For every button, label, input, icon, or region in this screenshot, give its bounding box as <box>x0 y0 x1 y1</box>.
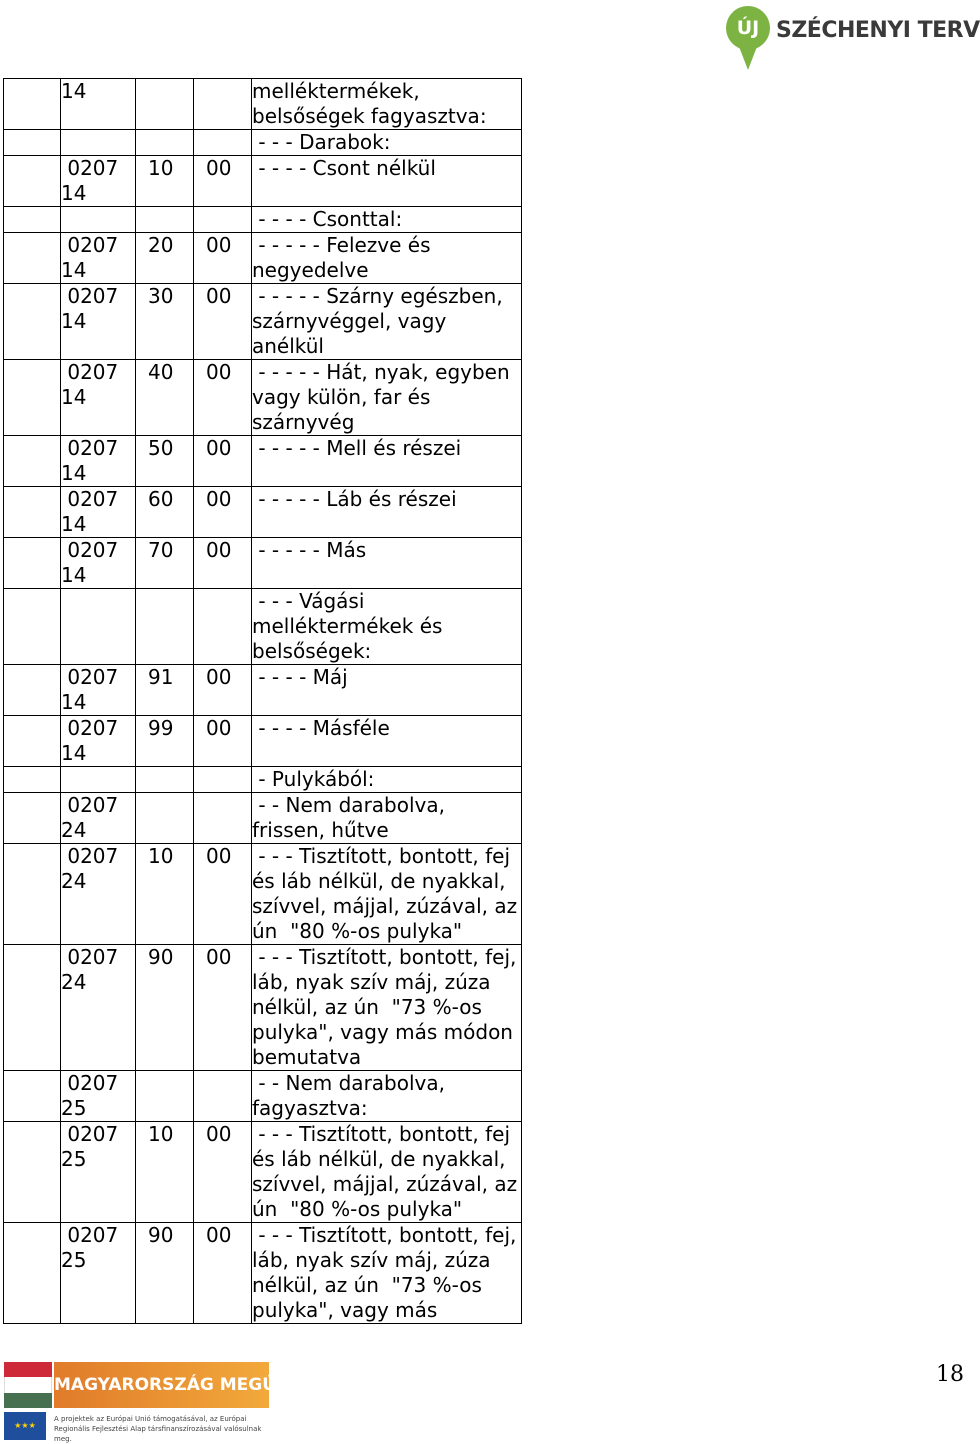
blank-cell <box>4 207 61 233</box>
footer-banner: MAGYARORSZÁG MEGÚJUL <box>54 1362 269 1408</box>
code-cell: 0207 14 <box>61 233 136 284</box>
blank-cell <box>4 487 61 538</box>
code-cell: 0207 24 <box>61 793 136 844</box>
subheading-cell <box>136 589 194 665</box>
table-row <box>4 207 522 233</box>
subheading-cell: 90 <box>136 945 194 1071</box>
subcode-cell: 00 <box>194 844 252 945</box>
code-cell: 0207 14 <box>61 538 136 589</box>
code-cell: 0207 14 <box>61 360 136 436</box>
description-cell: - - - - - Szárny egészben, szárnyvéggel, vagy anélkül <box>252 284 522 360</box>
table-row <box>4 487 522 538</box>
table-row <box>4 767 522 793</box>
table-row <box>4 716 522 767</box>
eu-flag-icon: ★★★ <box>4 1412 46 1440</box>
blank-cell <box>4 79 61 130</box>
table-row <box>4 360 522 436</box>
subheading-cell: 30 <box>136 284 194 360</box>
code-cell: 0207 14 <box>61 716 136 767</box>
code-cell <box>61 207 136 233</box>
table-row <box>4 156 522 207</box>
tariff-table-body <box>4 79 522 1324</box>
table-row <box>4 844 522 945</box>
description-cell: - - - Tisztított, bontott, fej és láb nélkül, de nyakkal, szívvel, májjal, zúzával, az ún "80 %-os pulyka" <box>252 1122 524 1221</box>
subcode-cell <box>194 793 252 844</box>
table-row <box>4 589 522 665</box>
description-cell: - - - - - Láb és részei <box>252 487 522 538</box>
subheading-cell: 40 <box>136 360 194 436</box>
description-cell: - - - - Csonttal: <box>252 207 522 233</box>
subheading-cell <box>136 793 194 844</box>
subheading-cell <box>136 79 194 130</box>
subcode-cell <box>194 589 252 665</box>
blank-cell <box>4 1223 61 1324</box>
code-cell: 0207 14 <box>61 156 136 207</box>
blank-cell <box>4 767 61 793</box>
subheading-cell <box>136 1071 194 1122</box>
table-row <box>4 665 522 716</box>
magyarorszag-megujul-logo <box>4 1362 307 1443</box>
subcode-cell: 00 <box>194 945 252 1071</box>
code-cell <box>61 767 136 793</box>
table-row <box>4 793 522 844</box>
description-cell: - - - - Csont nélkül <box>252 156 522 207</box>
code-cell: 14 <box>61 79 136 130</box>
description-cell: - - - - Máj <box>252 665 522 716</box>
subheading-cell: 70 <box>136 538 194 589</box>
subcode-cell: 00 <box>194 538 252 589</box>
blank-cell <box>4 589 61 665</box>
code-cell <box>61 130 136 156</box>
blank-cell <box>4 844 61 945</box>
code-cell: 0207 14 <box>61 436 136 487</box>
code-cell: 0207 25 <box>61 1122 136 1223</box>
blank-cell <box>4 945 61 1071</box>
subcode-cell <box>194 1071 252 1122</box>
subcode-cell: 00 <box>194 233 252 284</box>
szechenyi-terv-logo <box>722 4 980 74</box>
description-cell: - - - - - Hát, nyak, egyben vagy külön, far és szárnyvég <box>252 360 522 436</box>
description-cell: - - Nem darabolva, frissen, hűtve <box>252 793 522 844</box>
subheading-cell <box>136 767 194 793</box>
logo-pin-tip <box>738 44 758 70</box>
subcode-cell: 00 <box>194 716 252 767</box>
subcode-cell: 00 <box>194 1223 252 1324</box>
table-row <box>4 538 522 589</box>
description-cell: - Pulykából: <box>252 767 522 793</box>
code-cell: 0207 14 <box>61 665 136 716</box>
blank-cell <box>4 130 61 156</box>
description-cell: - - - Vágási melléktermékek és belsőségek: <box>252 589 522 665</box>
blank-cell <box>4 233 61 284</box>
subcode-cell <box>194 79 252 130</box>
blank-cell <box>4 538 61 589</box>
code-cell: 0207 25 <box>61 1071 136 1122</box>
description-cell: - - - - - Felezve és negyedelve <box>252 233 522 284</box>
code-cell: 0207 14 <box>61 487 136 538</box>
table-row <box>4 130 522 156</box>
table-row <box>4 436 522 487</box>
description-cell: - - - - - Más <box>252 538 522 589</box>
code-cell: 0207 14 <box>61 284 136 360</box>
blank-cell <box>4 156 61 207</box>
eu-funding-note: A projektek az Európai Unió támogatásával, az Európai Regionális Fejlesztési Alap társfinanszírozásával valósulnak meg. <box>54 1415 262 1443</box>
table-row <box>4 79 522 130</box>
blank-cell <box>4 284 61 360</box>
subcode-cell: 00 <box>194 436 252 487</box>
subcode-cell: 00 <box>194 487 252 538</box>
description-cell: - - Nem darabolva, fagyasztva: <box>252 1071 522 1122</box>
blank-cell <box>4 1071 61 1122</box>
blank-cell <box>4 1122 61 1223</box>
description-cell: melléktermékek, belsőségek fagyasztva: <box>252 79 522 130</box>
subcode-cell <box>194 767 252 793</box>
description-cell: - - - Tisztított, bontott, fej és láb nélkül, de nyakkal, szívvel, májjal, zúzával, az ún "80 %-os pulyka" <box>252 844 524 943</box>
subheading-cell <box>136 207 194 233</box>
subcode-cell: 00 <box>194 665 252 716</box>
subheading-cell: 50 <box>136 436 194 487</box>
description-cell: - - - - - Mell és részei <box>252 436 522 487</box>
description-cell: - - - Darabok: <box>252 130 522 156</box>
code-cell <box>61 589 136 665</box>
subheading-cell: 90 <box>136 1223 194 1324</box>
subheading-cell: 99 <box>136 716 194 767</box>
logo-pin-icon: ÚJ <box>726 6 770 50</box>
table-row <box>4 1223 522 1324</box>
table-row <box>4 284 522 360</box>
description-cell: - - - Tisztított, bontott, fej, láb, nyak szív máj, zúza nélkül, az ún "73 %-os pulyka", vagy más <box>252 1223 523 1322</box>
code-cell: 0207 24 <box>61 844 136 945</box>
blank-cell <box>4 716 61 767</box>
subcode-cell: 00 <box>194 156 252 207</box>
hungarian-flag-icon <box>4 1362 52 1408</box>
subheading-cell: 10 <box>136 844 194 945</box>
table-row <box>4 945 522 1071</box>
table-row <box>4 1071 522 1122</box>
logo-text: SZÉCHENYI TERV <box>776 18 980 43</box>
subheading-cell: 91 <box>136 665 194 716</box>
subheading-cell: 60 <box>136 487 194 538</box>
subcode-cell <box>194 130 252 156</box>
table-row <box>4 233 522 284</box>
description-cell: - - - Tisztított, bontott, fej, láb, nyak szív máj, zúza nélkül, az ún "73 %-os pulyka", vagy más módon bemutatva <box>252 945 523 1069</box>
table-row <box>4 1122 522 1223</box>
description-cell: - - - - Másféle <box>252 716 522 767</box>
subcode-cell: 00 <box>194 360 252 436</box>
blank-cell <box>4 665 61 716</box>
subcode-cell <box>194 207 252 233</box>
tariff-table <box>3 78 522 1324</box>
code-cell: 0207 25 <box>61 1223 136 1324</box>
subheading-cell: 10 <box>136 156 194 207</box>
subheading-cell <box>136 130 194 156</box>
subcode-cell: 00 <box>194 284 252 360</box>
blank-cell <box>4 436 61 487</box>
subheading-cell: 20 <box>136 233 194 284</box>
blank-cell <box>4 360 61 436</box>
subheading-cell: 10 <box>136 1122 194 1223</box>
page-number: 18 <box>936 1362 964 1387</box>
blank-cell <box>4 793 61 844</box>
subcode-cell: 00 <box>194 1122 252 1223</box>
code-cell: 0207 24 <box>61 945 136 1071</box>
